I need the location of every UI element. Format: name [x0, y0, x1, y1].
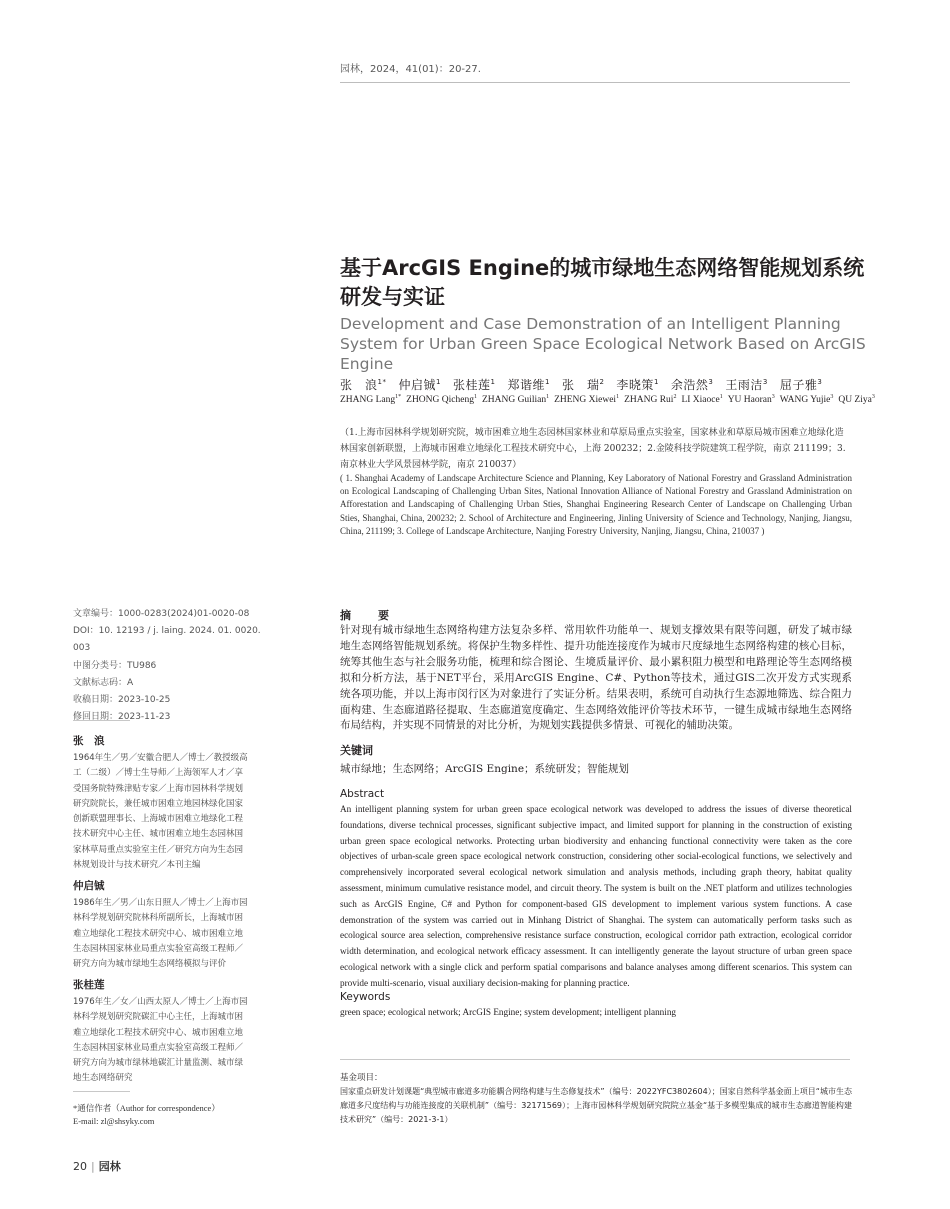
author-name: 张 浪 [340, 378, 378, 392]
metadata-label: DOI： [73, 626, 99, 637]
author-entry [780, 395, 834, 405]
separator-bar: | [91, 1160, 95, 1173]
author-name: ZHANG Lang [340, 395, 396, 406]
sidebar-divider [73, 720, 130, 721]
author-entry [507, 378, 549, 392]
author-bio [73, 977, 251, 1087]
bio-name: 仲启铖 [73, 880, 105, 892]
keywords-zh-heading: 关键词 [340, 744, 373, 757]
metadata-label: 修回日期： [73, 712, 119, 723]
metadata-row [73, 623, 263, 657]
author-affiliation-mark: 1 [490, 378, 496, 386]
author-entry [624, 395, 676, 405]
metadata-label: 收稿日期： [73, 695, 119, 706]
author-entry [616, 378, 658, 392]
author-affiliation-mark: 2 [673, 394, 677, 400]
author-name: ZHANG Rui [624, 395, 674, 406]
bio-text: 1964年生／男／安徽合肥人／博士／教授级高工（二级）／博士生导师／上海领军人才／享受国务院特殊津贴专家／上海市园林科学规划研究院院长，兼任城市困难立地园林绿化国家创新联盟理事长、上海城市困难立地绿化工程技术研究中心主任、城市困难立地生态园林国家林草局重点实验室主任／研究方向为生态园林规划设计与技术研究／本刊主编 [73, 753, 248, 871]
journal-citation: 园林，2024，41(01)：20-27. [340, 60, 850, 83]
author-name: ZHANG Guilian [481, 395, 547, 406]
author-affiliation-mark: 1 [436, 378, 441, 386]
author-name: LI Xiaoce [681, 395, 720, 406]
author-affiliation-mark: 3 [771, 394, 775, 400]
keywords-en-heading: Keywords [340, 991, 391, 1003]
author-entry [340, 378, 386, 392]
author-entry [482, 395, 549, 405]
author-affiliation-mark: 3 [708, 378, 714, 386]
author-name: YU Haoran [727, 395, 772, 406]
authors-chinese [340, 376, 822, 393]
author-name: 王雨洁 [725, 378, 763, 392]
metadata-label: 中图分类号： [73, 660, 128, 671]
author-entry [671, 378, 713, 392]
metadata-value: TU986 [127, 660, 157, 671]
page-number: 20 [73, 1160, 87, 1173]
author-affiliation-mark: 1 [473, 394, 477, 400]
metadata-row [73, 658, 263, 675]
page-footer [73, 1158, 121, 1174]
author-entry [453, 378, 495, 392]
author-name: QU Ziya [838, 395, 872, 406]
abstract-en-text: An intelligent planning system for urban green space ecological network was developed to address the issues of diverse theoretical foundations, diverse technical processes, significant subjective impact, and limited support for planning in the construction of existing urban green space ecological networks. Protecting urban biodiversity and enhancing functional connectivity were taken as the core objectives of urban-scale green space ecological network construction, considering other social-ecological functions, we selectively and comprehensively incorporated several ecological network simulation and analysis methods, including graph theory, habitat quality assessment, minimum cumulative resistance model, and circuit theory. The system is built on the .NET platform and utilizes technologies such as ArcGIS Engine, C# and Python for component-based GIS development to implement various system functions. A case demonstration of the system was carried out in Minhang District of Shanghai. The system can automatically perform tasks such as ecological source area selection, comprehensive resistance surface construction, ecological corridor path extraction, ecological corridor width determination, and ecological network efficacy assessment. It can intelligently generate the layout structure of urban green space ecological network with a single click and perform spatial comparisons and balance analyses among different scenarios. This system can provide multi-scenario, visual auxiliary decision-making for planning practice. [340, 804, 852, 988]
correspondence-email: E-mail: zl@shsyky.com [73, 1116, 155, 1126]
authors-english [340, 394, 875, 405]
author-name: ZHONG Qicheng [406, 395, 474, 406]
author-affiliation-mark: 1* [377, 378, 387, 386]
bio-name: 张 浪 [73, 735, 105, 747]
author-affiliation-mark: 1 [719, 394, 723, 400]
author-entry [562, 378, 604, 392]
author-name: 李晓策 [616, 378, 654, 392]
funding-heading: 基金项目： [340, 1073, 383, 1083]
author-entry [398, 378, 440, 392]
metadata-row [73, 606, 263, 623]
author-name: 仲启铖 [398, 378, 436, 392]
metadata-value: 1000-0283(2024)01-0020-08 [118, 609, 250, 619]
metadata-row [73, 692, 263, 709]
funding-divider [340, 1059, 850, 1060]
metadata-value: 10. 12193 / j. laing. 2024. 01. 0020. 003 [73, 626, 261, 654]
metadata-row [73, 675, 263, 692]
asterisk-icon: * [73, 1103, 78, 1113]
sidebar-divider [73, 1091, 130, 1092]
author-name: WANG Yujie [779, 395, 831, 406]
author-affiliation-mark: 1 [616, 394, 620, 400]
author-affiliation-mark: 1 [653, 378, 659, 386]
funding-text: 国家重点研发计划课题“典型城市廊道多功能耦合网络构建与生态修复技术”（编号：2022YFC3802604）；国家自然科学基金面上项目“城市生态廊道多尺度结构与功能连接度的关联机制”（编号：32171569）；上海市园林科学规划研究院院立基金“基于多模型集成的城市生态廊道智能构建技术研究”（编号：2021-3-1） [340, 1087, 852, 1124]
author-bio [73, 733, 251, 873]
abstract-en-heading: Abstract [340, 788, 385, 800]
author-name: 屈子雅 [779, 378, 818, 392]
correspondence-label: 通信作者（Author for correspondence） [77, 1103, 220, 1113]
metadata-label: 文章编号： [73, 609, 119, 619]
author-affiliation-mark: 3 [830, 394, 834, 400]
metadata-value: A [127, 677, 134, 688]
author-entry [406, 395, 477, 405]
bio-name: 张桂莲 [73, 979, 105, 991]
metadata-value: 2023-10-25 [118, 695, 171, 706]
author-name: 郑谐维 [507, 378, 545, 392]
author-entry [728, 395, 775, 405]
bio-text: 1976年生／女／山西太原人／博士／上海市园林科学规划研究院碳汇中心主任，上海城市困难立地绿化工程技术研究中心、城市困难立地生态园林国家林业局重点实验室高级工程师／研究方向为城市绿林地碳汇计量监测、城市绿地生态网络研究 [73, 997, 248, 1084]
affiliations-chinese: （1.上海市园林科学规划研究院，城市困难立地生态园林国家林业和草原局重点实验室，国家林业和草原局城市困难立地绿化造林国家创新联盟，上海城市困难立地绿化工程技术研究中心，上海 200232；2.金陵科技学院建筑工程学院，南京 211199；3.南京林业大学风景园林学院，南京 210037） [340, 428, 846, 470]
author-affiliation-mark: 1 [546, 394, 550, 400]
author-name: 余浩然 [670, 378, 709, 392]
author-entry [554, 395, 619, 405]
metadata-row [73, 709, 263, 726]
bio-text: 1986年生／男／山东日照人／博士／上海市园林科学规划研究院林科所副所长，上海城市困难立地绿化工程技术研究中心、城市困难立地生态园林国家林业局重点实验室高级工程师／研究方向为城市绿地生态网络模拟与评价 [73, 898, 248, 970]
correspondence-block [73, 1102, 273, 1128]
keywords-en-text: green space; ecological network; ArcGIS Engine; system development; intelligent planning [340, 1007, 677, 1017]
author-affiliation-mark: 3 [817, 378, 823, 386]
author-entry [725, 378, 767, 392]
author-affiliation-mark: 1 [544, 378, 550, 386]
author-affiliation-mark: 3 [762, 378, 768, 386]
author-name: 张 瑞 [561, 378, 600, 392]
author-affiliation-mark: 1* [395, 394, 402, 400]
author-name: 张桂莲 [452, 378, 491, 392]
keywords-zh-text: 城市绿地；生态网络；ArcGIS Engine；系统研发；智能规划 [340, 763, 630, 775]
author-entry [340, 395, 401, 405]
affiliations-english: ( 1. Shanghai Academy of Landscape Architecture Science and Planning, Key Laboratory of National Forestry and Grassland Administration on Ecological Landscaping of Challenging Urban Sites, National Innovation Alliance of National Forestry and Grassland Administration on Afforestation and Landscaping of Challenging Urban Sties, Shanghai Engineering Research Center of Landscape on Challenging Urban Sties, Shanghai, China, 200232; 2. School of Architecture and Engineering, Jinling University of Science and Technology, Nanjing, Jiangsu, China, 211199; 3. College of Landscape Architecture, Nanjing Forestry University, Nanjing, Jiangsu, China, 210037 ) [340, 473, 852, 536]
title-english: Development and Case Demonstration of an Intelligent Planning System for Urban Green Space Ecological Network Based on ArcGIS Engine [340, 315, 866, 373]
abstract-zh-heading: 摘 要 [340, 609, 397, 622]
metadata-label: 文献标志码： [73, 677, 128, 688]
author-name: ZHENG Xiewei [554, 395, 617, 406]
author-bio [73, 878, 251, 972]
author-entry [681, 395, 722, 405]
author-affiliation-mark: 3 [871, 394, 875, 400]
abstract-zh-text: 针对现有城市绿地生态网络构建方法复杂多样、常用软件功能单一、规划支撑效果有限等问题，研发了城市绿地生态网络智能规划系统。将保护生物多样性、提升功能连接度作为城市尺度绿地生态网络构建的核心目标，统筹其他生态与社会服务功能，梳理和综合图论、生境质量评价、最小累积阻力模型和电路理论等生态网络模拟和分析方法，基于NET平台，采用ArcGIS Engine、C#、Python等技术，通过GIS二次开发方式实现系统各项功能，并以上海市闵行区为对象进行了实证分析。结果表明，系统可自动执行生态源地筛选、综合阻力面构建、生态廊道路径提取、生态廊道宽度确定、生态网络效能评价等技术环节，一键生成城市绿地生态网络布局结构，并实现不同情景的对比分析，为规划实践提供多情景、可视化的辅助决策。 [340, 624, 852, 732]
author-affiliation-mark: 2 [599, 378, 605, 386]
author-entry [780, 378, 822, 392]
article-metadata [73, 606, 263, 726]
journal-name: 园林 [98, 1160, 121, 1173]
metadata-value: 2023-11-23 [118, 712, 171, 723]
title-chinese: 基于ArcGIS Engine的城市绿地生态网络智能规划系统研发与实证 [340, 256, 865, 309]
author-entry [838, 395, 875, 405]
